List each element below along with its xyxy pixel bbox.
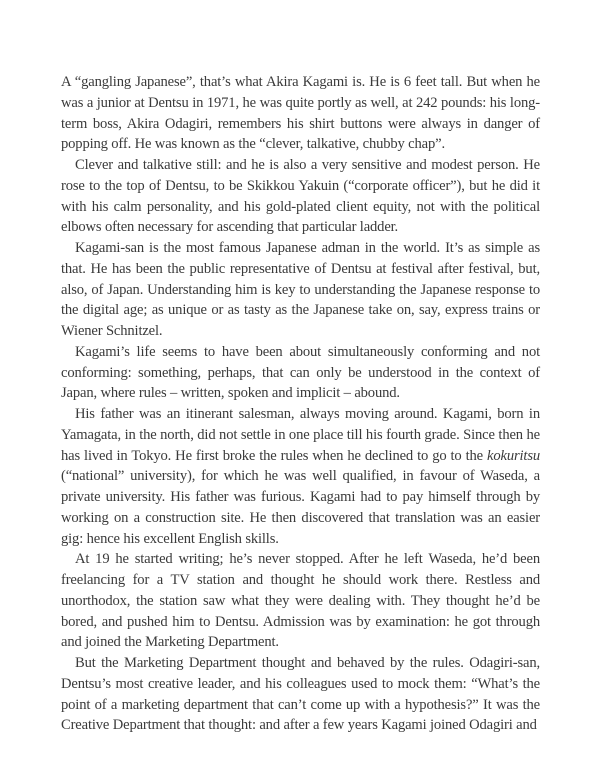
document-page — [61, 72, 540, 736]
paragraph-3: Kagami-san is the most famous Japanese adman in the world. It’s as simple as that. He has been the public representative of Dentsu at festival after festival, but, also, of Japan. Understanding him is key to understanding the Japanese response to the digital age; as unique or as tasty as the Japanese take on, say, express trains or Wiener Schnitzel. — [61, 240, 540, 339]
paragraph-5-text-a: His father was an itinerant salesman, always moving around. Kagami, born in Yamagata, in the north, did not settle in one place till his fourth grade. Since then he has lived in Tokyo. He first broke the rules when he declined to go to the — [61, 406, 540, 464]
paragraph-7: But the Marketing Department thought and behaved by the rules. Odagiri-san, Dentsu’s most creative leader, and his colleagues used to mock them: “What’s the point of a marketing department that can’t come up with a hypothesis?” It was the Creative Department that thought: and after a few years Kagami joined Odagiri and — [61, 655, 540, 734]
paragraph-6: At 19 he started writing; he’s never stopped. After he left Waseda, he’d been freelancing for a TV station and thought he should work there. Restless and unorthodox, the station saw what they were dealing with. They thought he’d be bored, and pushed him to Dentsu. Admission was by examination: he got through and joined the Marketing Department. — [61, 551, 540, 651]
paragraph-5-text-b: (“national” university), for which he was well qualified, in favour of Waseda, a private university. His father was furious. Kagami had to pay himself through by working on a construction site. He then discovered that translation was an easier gig: hence his excellent English skills. — [61, 468, 540, 547]
paragraph-5 — [61, 404, 540, 549]
paragraph-1: A “gangling Japanese”, that’s what Akira Kagami is. He is 6 feet tall. But when he was a junior at Dentsu in 1971, he was quite portly as well, at 242 pounds: his long-term boss, Akira Odagiri, remembers his shirt buttons were always in danger of popping off. He was known as the “clever, talkative, chubby chap”. — [61, 74, 540, 153]
paragraph-4: Kagami’s life seems to have been about simultaneously conforming and not conforming: something, perhaps, that can only be understood in the context of Japan, where rules – written, spoken and implicit – abound. — [61, 343, 540, 402]
italic-term: kokuritsu — [487, 447, 540, 464]
paragraph-2: Clever and talkative still: and he is also a very sensitive and modest person. He rose to the top of Dentsu, to be Skikkou Yakuin (“corporate officer”), but he did it with his calm personality, and his gold-plated client equity, not with the political elbows often necessary for ascending that particular ladder. — [61, 157, 540, 236]
